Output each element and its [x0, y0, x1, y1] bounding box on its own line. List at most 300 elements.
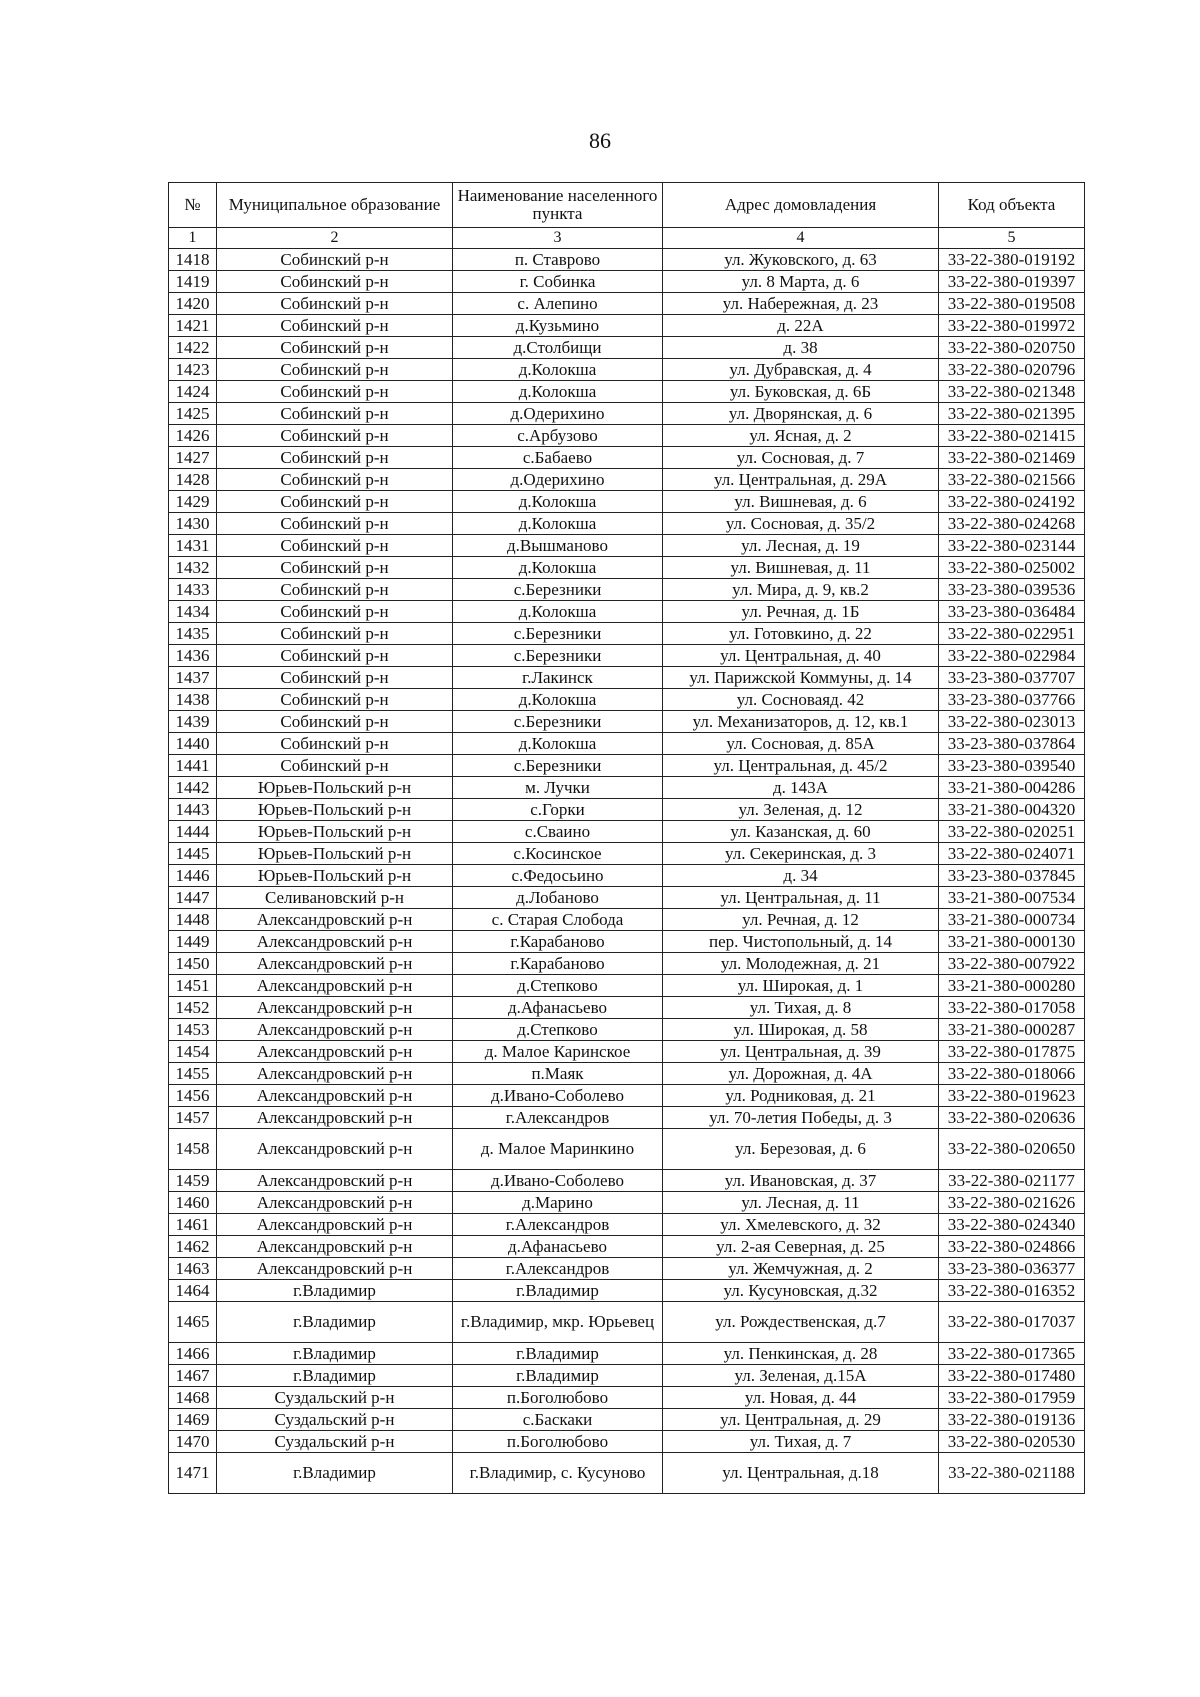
- address-cell: ул. Широкая, д. 58: [663, 1019, 939, 1041]
- object-code-cell: 33-22-380-022984: [939, 645, 1085, 667]
- object-code-cell: 33-22-380-024192: [939, 491, 1085, 513]
- object-code-cell: 33-22-380-021469: [939, 447, 1085, 469]
- municipality-cell: Суздальский р-н: [217, 1431, 453, 1453]
- municipality-cell: Собинский р-н: [217, 359, 453, 381]
- municipality-cell: Селивановский р-н: [217, 887, 453, 909]
- table-row: [169, 1236, 1085, 1258]
- object-code-cell: 33-22-380-007922: [939, 953, 1085, 975]
- municipality-cell: Александровский р-н: [217, 1041, 453, 1063]
- address-cell: ул. Жуковского, д. 63: [663, 249, 939, 271]
- object-code-cell: 33-22-380-017037: [939, 1302, 1085, 1343]
- settlement-cell: с.Арбузово: [453, 425, 663, 447]
- settlement-cell: с.Березники: [453, 711, 663, 733]
- table-row: [169, 1170, 1085, 1192]
- table-row: [169, 359, 1085, 381]
- address-cell: ул. Тихая, д. 8: [663, 997, 939, 1019]
- settlement-cell: д.Одерихино: [453, 403, 663, 425]
- column-number: 4: [663, 228, 939, 249]
- municipality-cell: Александровский р-н: [217, 931, 453, 953]
- table-row: [169, 271, 1085, 293]
- settlement-cell: м. Лучки: [453, 777, 663, 799]
- row-number: 1469: [169, 1409, 217, 1431]
- object-code-cell: 33-21-380-004286: [939, 777, 1085, 799]
- object-code-cell: 33-22-380-021348: [939, 381, 1085, 403]
- table-row: [169, 645, 1085, 667]
- address-cell: ул. Лесная, д. 11: [663, 1192, 939, 1214]
- settlement-cell: д.Колокша: [453, 557, 663, 579]
- row-number: 1454: [169, 1041, 217, 1063]
- municipality-cell: Собинский р-н: [217, 579, 453, 601]
- object-code-cell: 33-22-380-017365: [939, 1343, 1085, 1365]
- header-address: Адрес домовладения: [663, 183, 939, 228]
- settlement-cell: п. Ставрово: [453, 249, 663, 271]
- row-number: 1451: [169, 975, 217, 997]
- table-row: [169, 1302, 1085, 1343]
- table-row: [169, 887, 1085, 909]
- address-cell: ул. Зеленая, д.15А: [663, 1365, 939, 1387]
- municipality-cell: г.Владимир: [217, 1343, 453, 1365]
- settlement-cell: д.Колокша: [453, 381, 663, 403]
- settlement-cell: д.Вышманово: [453, 535, 663, 557]
- header-row: [169, 183, 1085, 228]
- object-code-cell: 33-22-380-016352: [939, 1280, 1085, 1302]
- table-row: [169, 491, 1085, 513]
- municipality-cell: Александровский р-н: [217, 997, 453, 1019]
- municipality-cell: Собинский р-н: [217, 513, 453, 535]
- object-code-cell: 33-21-380-000287: [939, 1019, 1085, 1041]
- row-number: 1435: [169, 623, 217, 645]
- row-number: 1424: [169, 381, 217, 403]
- municipality-cell: г.Владимир: [217, 1280, 453, 1302]
- object-code-cell: 33-23-380-037845: [939, 865, 1085, 887]
- table-row: [169, 1258, 1085, 1280]
- table-row: [169, 997, 1085, 1019]
- address-cell: ул. Сосновая, д. 7: [663, 447, 939, 469]
- row-number: 1464: [169, 1280, 217, 1302]
- settlement-cell: г.Александров: [453, 1107, 663, 1129]
- municipality-cell: Юрьев-Польский р-н: [217, 843, 453, 865]
- municipality-cell: Александровский р-н: [217, 953, 453, 975]
- object-code-cell: 33-22-380-019397: [939, 271, 1085, 293]
- address-cell: ул. Сосноваяд. 42: [663, 689, 939, 711]
- object-code-cell: 33-22-380-021177: [939, 1170, 1085, 1192]
- address-cell: ул. Центральная, д. 40: [663, 645, 939, 667]
- municipality-cell: г.Владимир: [217, 1453, 453, 1494]
- municipality-cell: Александровский р-н: [217, 1063, 453, 1085]
- row-number: 1446: [169, 865, 217, 887]
- municipality-cell: Собинский р-н: [217, 381, 453, 403]
- municipality-cell: Собинский р-н: [217, 403, 453, 425]
- row-number: 1428: [169, 469, 217, 491]
- address-cell: ул. Молодежная, д. 21: [663, 953, 939, 975]
- object-code-cell: 33-22-380-023013: [939, 711, 1085, 733]
- address-cell: ул. Речная, д. 12: [663, 909, 939, 931]
- settlement-cell: г.Лакинск: [453, 667, 663, 689]
- settlement-cell: г.Карабаново: [453, 953, 663, 975]
- municipality-cell: Юрьев-Польский р-н: [217, 799, 453, 821]
- table-row: [169, 1387, 1085, 1409]
- row-number: 1443: [169, 799, 217, 821]
- municipality-cell: Собинский р-н: [217, 469, 453, 491]
- settlement-cell: г.Владимир: [453, 1365, 663, 1387]
- row-number: 1438: [169, 689, 217, 711]
- register-table: [168, 182, 1085, 1494]
- object-code-cell: 33-23-380-039540: [939, 755, 1085, 777]
- address-cell: ул. Новая, д. 44: [663, 1387, 939, 1409]
- header-number: №: [169, 183, 217, 228]
- municipality-cell: Собинский р-н: [217, 249, 453, 271]
- row-number: 1423: [169, 359, 217, 381]
- object-code-cell: 33-22-380-020636: [939, 1107, 1085, 1129]
- settlement-cell: д.Колокша: [453, 359, 663, 381]
- column-number: 1: [169, 228, 217, 249]
- table-row: [169, 799, 1085, 821]
- row-number: 1463: [169, 1258, 217, 1280]
- settlement-cell: д.Марино: [453, 1192, 663, 1214]
- municipality-cell: Собинский р-н: [217, 293, 453, 315]
- settlement-cell: п.Маяк: [453, 1063, 663, 1085]
- table-row: [169, 557, 1085, 579]
- address-cell: ул. Секеринская, д. 3: [663, 843, 939, 865]
- row-number: 1471: [169, 1453, 217, 1494]
- municipality-cell: Александровский р-н: [217, 1236, 453, 1258]
- row-number: 1458: [169, 1129, 217, 1170]
- municipality-cell: Собинский р-н: [217, 557, 453, 579]
- column-number: 2: [217, 228, 453, 249]
- object-code-cell: 33-21-380-000734: [939, 909, 1085, 931]
- address-cell: ул. Вишневая, д. 11: [663, 557, 939, 579]
- object-code-cell: 33-22-380-019972: [939, 315, 1085, 337]
- address-cell: ул. Казанская, д. 60: [663, 821, 939, 843]
- object-code-cell: 33-22-380-024268: [939, 513, 1085, 535]
- settlement-cell: с.Федосьино: [453, 865, 663, 887]
- row-number: 1468: [169, 1387, 217, 1409]
- row-number: 1422: [169, 337, 217, 359]
- table-row: [169, 1431, 1085, 1453]
- row-number: 1461: [169, 1214, 217, 1236]
- object-code-cell: 33-22-380-024071: [939, 843, 1085, 865]
- settlement-cell: д.Кузьмино: [453, 315, 663, 337]
- settlement-cell: д.Столбищи: [453, 337, 663, 359]
- table-row: [169, 1214, 1085, 1236]
- object-code-cell: 33-23-380-036484: [939, 601, 1085, 623]
- row-number: 1442: [169, 777, 217, 799]
- settlement-cell: г.Александров: [453, 1258, 663, 1280]
- address-cell: ул. 70-летия Победы, д. 3: [663, 1107, 939, 1129]
- table-row: [169, 337, 1085, 359]
- address-cell: ул. Сосновая, д. 85А: [663, 733, 939, 755]
- table-row: [169, 1192, 1085, 1214]
- municipality-cell: Собинский р-н: [217, 689, 453, 711]
- municipality-cell: Собинский р-н: [217, 601, 453, 623]
- table-row: [169, 535, 1085, 557]
- address-cell: ул. Рождественская, д.7: [663, 1302, 939, 1343]
- table-row: [169, 711, 1085, 733]
- table-row: [169, 1019, 1085, 1041]
- object-code-cell: 33-23-380-039536: [939, 579, 1085, 601]
- settlement-cell: с.Березники: [453, 579, 663, 601]
- municipality-cell: Александровский р-н: [217, 1085, 453, 1107]
- municipality-cell: Александровский р-н: [217, 909, 453, 931]
- table-row: [169, 975, 1085, 997]
- municipality-cell: Александровский р-н: [217, 975, 453, 997]
- address-cell: ул. Ясная, д. 2: [663, 425, 939, 447]
- settlement-cell: с.Березники: [453, 623, 663, 645]
- table-row: [169, 249, 1085, 271]
- address-cell: ул. Вишневая, д. 6: [663, 491, 939, 513]
- object-code-cell: 33-22-380-017058: [939, 997, 1085, 1019]
- table-row: [169, 843, 1085, 865]
- row-number: 1448: [169, 909, 217, 931]
- address-cell: ул. Зеленая, д. 12: [663, 799, 939, 821]
- address-cell: ул. Кусуновская, д.32: [663, 1280, 939, 1302]
- row-number: 1436: [169, 645, 217, 667]
- table-row: [169, 1453, 1085, 1494]
- object-code-cell: 33-22-380-017959: [939, 1387, 1085, 1409]
- municipality-cell: Суздальский р-н: [217, 1409, 453, 1431]
- row-number: 1470: [169, 1431, 217, 1453]
- address-cell: пер. Чистопольный, д. 14: [663, 931, 939, 953]
- table-row: [169, 1041, 1085, 1063]
- table-row: [169, 1343, 1085, 1365]
- row-number: 1439: [169, 711, 217, 733]
- table-row: [169, 865, 1085, 887]
- municipality-cell: Александровский р-н: [217, 1170, 453, 1192]
- object-code-cell: 33-22-380-021188: [939, 1453, 1085, 1494]
- address-cell: ул. Парижской Коммуны, д. 14: [663, 667, 939, 689]
- object-code-cell: 33-22-380-023144: [939, 535, 1085, 557]
- settlement-cell: с.Косинское: [453, 843, 663, 865]
- municipality-cell: Александровский р-н: [217, 1107, 453, 1129]
- row-number: 1427: [169, 447, 217, 469]
- settlement-cell: г.Владимир: [453, 1343, 663, 1365]
- municipality-cell: Юрьев-Польский р-н: [217, 821, 453, 843]
- table-row: [169, 1107, 1085, 1129]
- table-row: [169, 623, 1085, 645]
- settlement-cell: п.Боголюбово: [453, 1431, 663, 1453]
- object-code-cell: 33-22-380-020796: [939, 359, 1085, 381]
- address-cell: ул. Центральная, д. 29: [663, 1409, 939, 1431]
- settlement-cell: д.Лобаново: [453, 887, 663, 909]
- table-row: [169, 667, 1085, 689]
- settlement-cell: д.Ивано-Соболево: [453, 1085, 663, 1107]
- settlement-cell: д.Колокша: [453, 601, 663, 623]
- settlement-cell: г.Карабаново: [453, 931, 663, 953]
- table-row: [169, 1085, 1085, 1107]
- address-cell: ул. 2-ая Северная, д. 25: [663, 1236, 939, 1258]
- address-cell: ул. Набережная, д. 23: [663, 293, 939, 315]
- row-number: 1440: [169, 733, 217, 755]
- address-cell: ул. Центральная, д. 45/2: [663, 755, 939, 777]
- row-number: 1425: [169, 403, 217, 425]
- municipality-cell: Юрьев-Польский р-н: [217, 777, 453, 799]
- address-cell: ул. Буковская, д. 6Б: [663, 381, 939, 403]
- municipality-cell: Александровский р-н: [217, 1214, 453, 1236]
- object-code-cell: 33-22-380-017480: [939, 1365, 1085, 1387]
- object-code-cell: 33-22-380-018066: [939, 1063, 1085, 1085]
- municipality-cell: Собинский р-н: [217, 337, 453, 359]
- municipality-cell: Александровский р-н: [217, 1019, 453, 1041]
- table-row: [169, 1129, 1085, 1170]
- row-number: 1452: [169, 997, 217, 1019]
- row-number: 1419: [169, 271, 217, 293]
- settlement-cell: г.Владимир, мкр. Юрьевец: [453, 1302, 663, 1343]
- row-number: 1429: [169, 491, 217, 513]
- settlement-cell: д.Одерихино: [453, 469, 663, 491]
- municipality-cell: Собинский р-н: [217, 491, 453, 513]
- table-row: [169, 733, 1085, 755]
- object-code-cell: 33-22-380-021626: [939, 1192, 1085, 1214]
- address-cell: ул. Дорожная, д. 4А: [663, 1063, 939, 1085]
- header-object-code: Код объекта: [939, 183, 1085, 228]
- row-number: 1450: [169, 953, 217, 975]
- table-row: [169, 1409, 1085, 1431]
- settlement-cell: с.Березники: [453, 755, 663, 777]
- object-code-cell: 33-22-380-017875: [939, 1041, 1085, 1063]
- row-number: 1462: [169, 1236, 217, 1258]
- address-cell: ул. Тихая, д. 7: [663, 1431, 939, 1453]
- object-code-cell: 33-21-380-000280: [939, 975, 1085, 997]
- object-code-cell: 33-22-380-022951: [939, 623, 1085, 645]
- settlement-cell: г.Владимир: [453, 1280, 663, 1302]
- address-cell: ул. Березовая, д. 6: [663, 1129, 939, 1170]
- object-code-cell: 33-22-380-020251: [939, 821, 1085, 843]
- row-number: 1426: [169, 425, 217, 447]
- address-cell: ул. Центральная, д. 11: [663, 887, 939, 909]
- address-cell: ул. Ивановская, д. 37: [663, 1170, 939, 1192]
- table-row: [169, 777, 1085, 799]
- address-cell: д. 34: [663, 865, 939, 887]
- municipality-cell: Собинский р-н: [217, 755, 453, 777]
- settlement-cell: г.Александров: [453, 1214, 663, 1236]
- settlement-cell: с.Бабаево: [453, 447, 663, 469]
- settlement-cell: с.Сваино: [453, 821, 663, 843]
- row-number: 1449: [169, 931, 217, 953]
- settlement-cell: с.Баскаки: [453, 1409, 663, 1431]
- object-code-cell: 33-22-380-019136: [939, 1409, 1085, 1431]
- address-cell: ул. 8 Марта, д. 6: [663, 271, 939, 293]
- register-body: [169, 249, 1085, 1494]
- address-cell: ул. Лесная, д. 19: [663, 535, 939, 557]
- address-cell: ул. Дубравская, д. 4: [663, 359, 939, 381]
- object-code-cell: 33-21-380-004320: [939, 799, 1085, 821]
- row-number: 1459: [169, 1170, 217, 1192]
- municipality-cell: Александровский р-н: [217, 1258, 453, 1280]
- table-row: [169, 315, 1085, 337]
- settlement-cell: с.Горки: [453, 799, 663, 821]
- table-row: [169, 755, 1085, 777]
- row-number: 1455: [169, 1063, 217, 1085]
- address-cell: ул. Хмелевского, д. 32: [663, 1214, 939, 1236]
- municipality-cell: Собинский р-н: [217, 623, 453, 645]
- column-number: 3: [453, 228, 663, 249]
- address-cell: ул. Мира, д. 9, кв.2: [663, 579, 939, 601]
- settlement-cell: д. Малое Каринское: [453, 1041, 663, 1063]
- table-row: [169, 689, 1085, 711]
- settlement-cell: д.Ивано-Соболево: [453, 1170, 663, 1192]
- address-cell: ул. Центральная, д. 29А: [663, 469, 939, 491]
- object-code-cell: 33-22-380-019623: [939, 1085, 1085, 1107]
- row-number: 1420: [169, 293, 217, 315]
- address-cell: ул. Жемчужная, д. 2: [663, 1258, 939, 1280]
- object-code-cell: 33-22-380-019192: [939, 249, 1085, 271]
- table-row: [169, 425, 1085, 447]
- row-number: 1418: [169, 249, 217, 271]
- row-number: 1445: [169, 843, 217, 865]
- row-number: 1466: [169, 1343, 217, 1365]
- row-number: 1431: [169, 535, 217, 557]
- table-row: [169, 601, 1085, 623]
- address-cell: ул. Готовкино, д. 22: [663, 623, 939, 645]
- municipality-cell: Собинский р-н: [217, 271, 453, 293]
- municipality-cell: Александровский р-н: [217, 1192, 453, 1214]
- settlement-cell: д.Колокша: [453, 689, 663, 711]
- page-number: 86: [589, 128, 611, 153]
- header-municipality: Муниципальное образование: [217, 183, 453, 228]
- settlement-cell: с. Алепино: [453, 293, 663, 315]
- address-cell: д. 22А: [663, 315, 939, 337]
- header-settlement: Наименование населенного пункта: [453, 183, 663, 228]
- address-cell: ул. Сосновая, д. 35/2: [663, 513, 939, 535]
- table-row: [169, 1365, 1085, 1387]
- table-row: [169, 381, 1085, 403]
- address-cell: д. 38: [663, 337, 939, 359]
- municipality-cell: г.Владимир: [217, 1302, 453, 1343]
- row-number: 1453: [169, 1019, 217, 1041]
- row-number: 1421: [169, 315, 217, 337]
- address-cell: ул. Дворянская, д. 6: [663, 403, 939, 425]
- table-row: [169, 1063, 1085, 1085]
- address-cell: д. 143А: [663, 777, 939, 799]
- settlement-cell: д.Колокша: [453, 513, 663, 535]
- table-row: [169, 403, 1085, 425]
- municipality-cell: г.Владимир: [217, 1365, 453, 1387]
- row-number: 1460: [169, 1192, 217, 1214]
- settlement-cell: д.Колокша: [453, 733, 663, 755]
- address-cell: ул. Широкая, д. 1: [663, 975, 939, 997]
- object-code-cell: 33-22-380-024866: [939, 1236, 1085, 1258]
- municipality-cell: Собинский р-н: [217, 535, 453, 557]
- settlement-cell: г.Владимир, с. Кусуново: [453, 1453, 663, 1494]
- object-code-cell: 33-22-380-021415: [939, 425, 1085, 447]
- object-code-cell: 33-22-380-025002: [939, 557, 1085, 579]
- row-number: 1456: [169, 1085, 217, 1107]
- object-code-cell: 33-22-380-020530: [939, 1431, 1085, 1453]
- row-number: 1430: [169, 513, 217, 535]
- row-number: 1465: [169, 1302, 217, 1343]
- table-row: [169, 293, 1085, 315]
- municipality-cell: Суздальский р-н: [217, 1387, 453, 1409]
- column-number: 5: [939, 228, 1085, 249]
- object-code-cell: 33-23-380-037707: [939, 667, 1085, 689]
- municipality-cell: Юрьев-Польский р-н: [217, 865, 453, 887]
- address-cell: ул. Центральная, д.18: [663, 1453, 939, 1494]
- row-number: 1467: [169, 1365, 217, 1387]
- row-number: 1447: [169, 887, 217, 909]
- object-code-cell: 33-23-380-036377: [939, 1258, 1085, 1280]
- settlement-cell: д.Степково: [453, 1019, 663, 1041]
- object-code-cell: 33-22-380-021566: [939, 469, 1085, 491]
- table-row: [169, 469, 1085, 491]
- table-row: [169, 909, 1085, 931]
- municipality-cell: Собинский р-н: [217, 315, 453, 337]
- settlement-cell: д.Колокша: [453, 491, 663, 513]
- object-code-cell: 33-22-380-020650: [939, 1129, 1085, 1170]
- settlement-cell: г. Собинка: [453, 271, 663, 293]
- object-code-cell: 33-22-380-021395: [939, 403, 1085, 425]
- table-row: [169, 513, 1085, 535]
- settlement-cell: д.Афанасьево: [453, 1236, 663, 1258]
